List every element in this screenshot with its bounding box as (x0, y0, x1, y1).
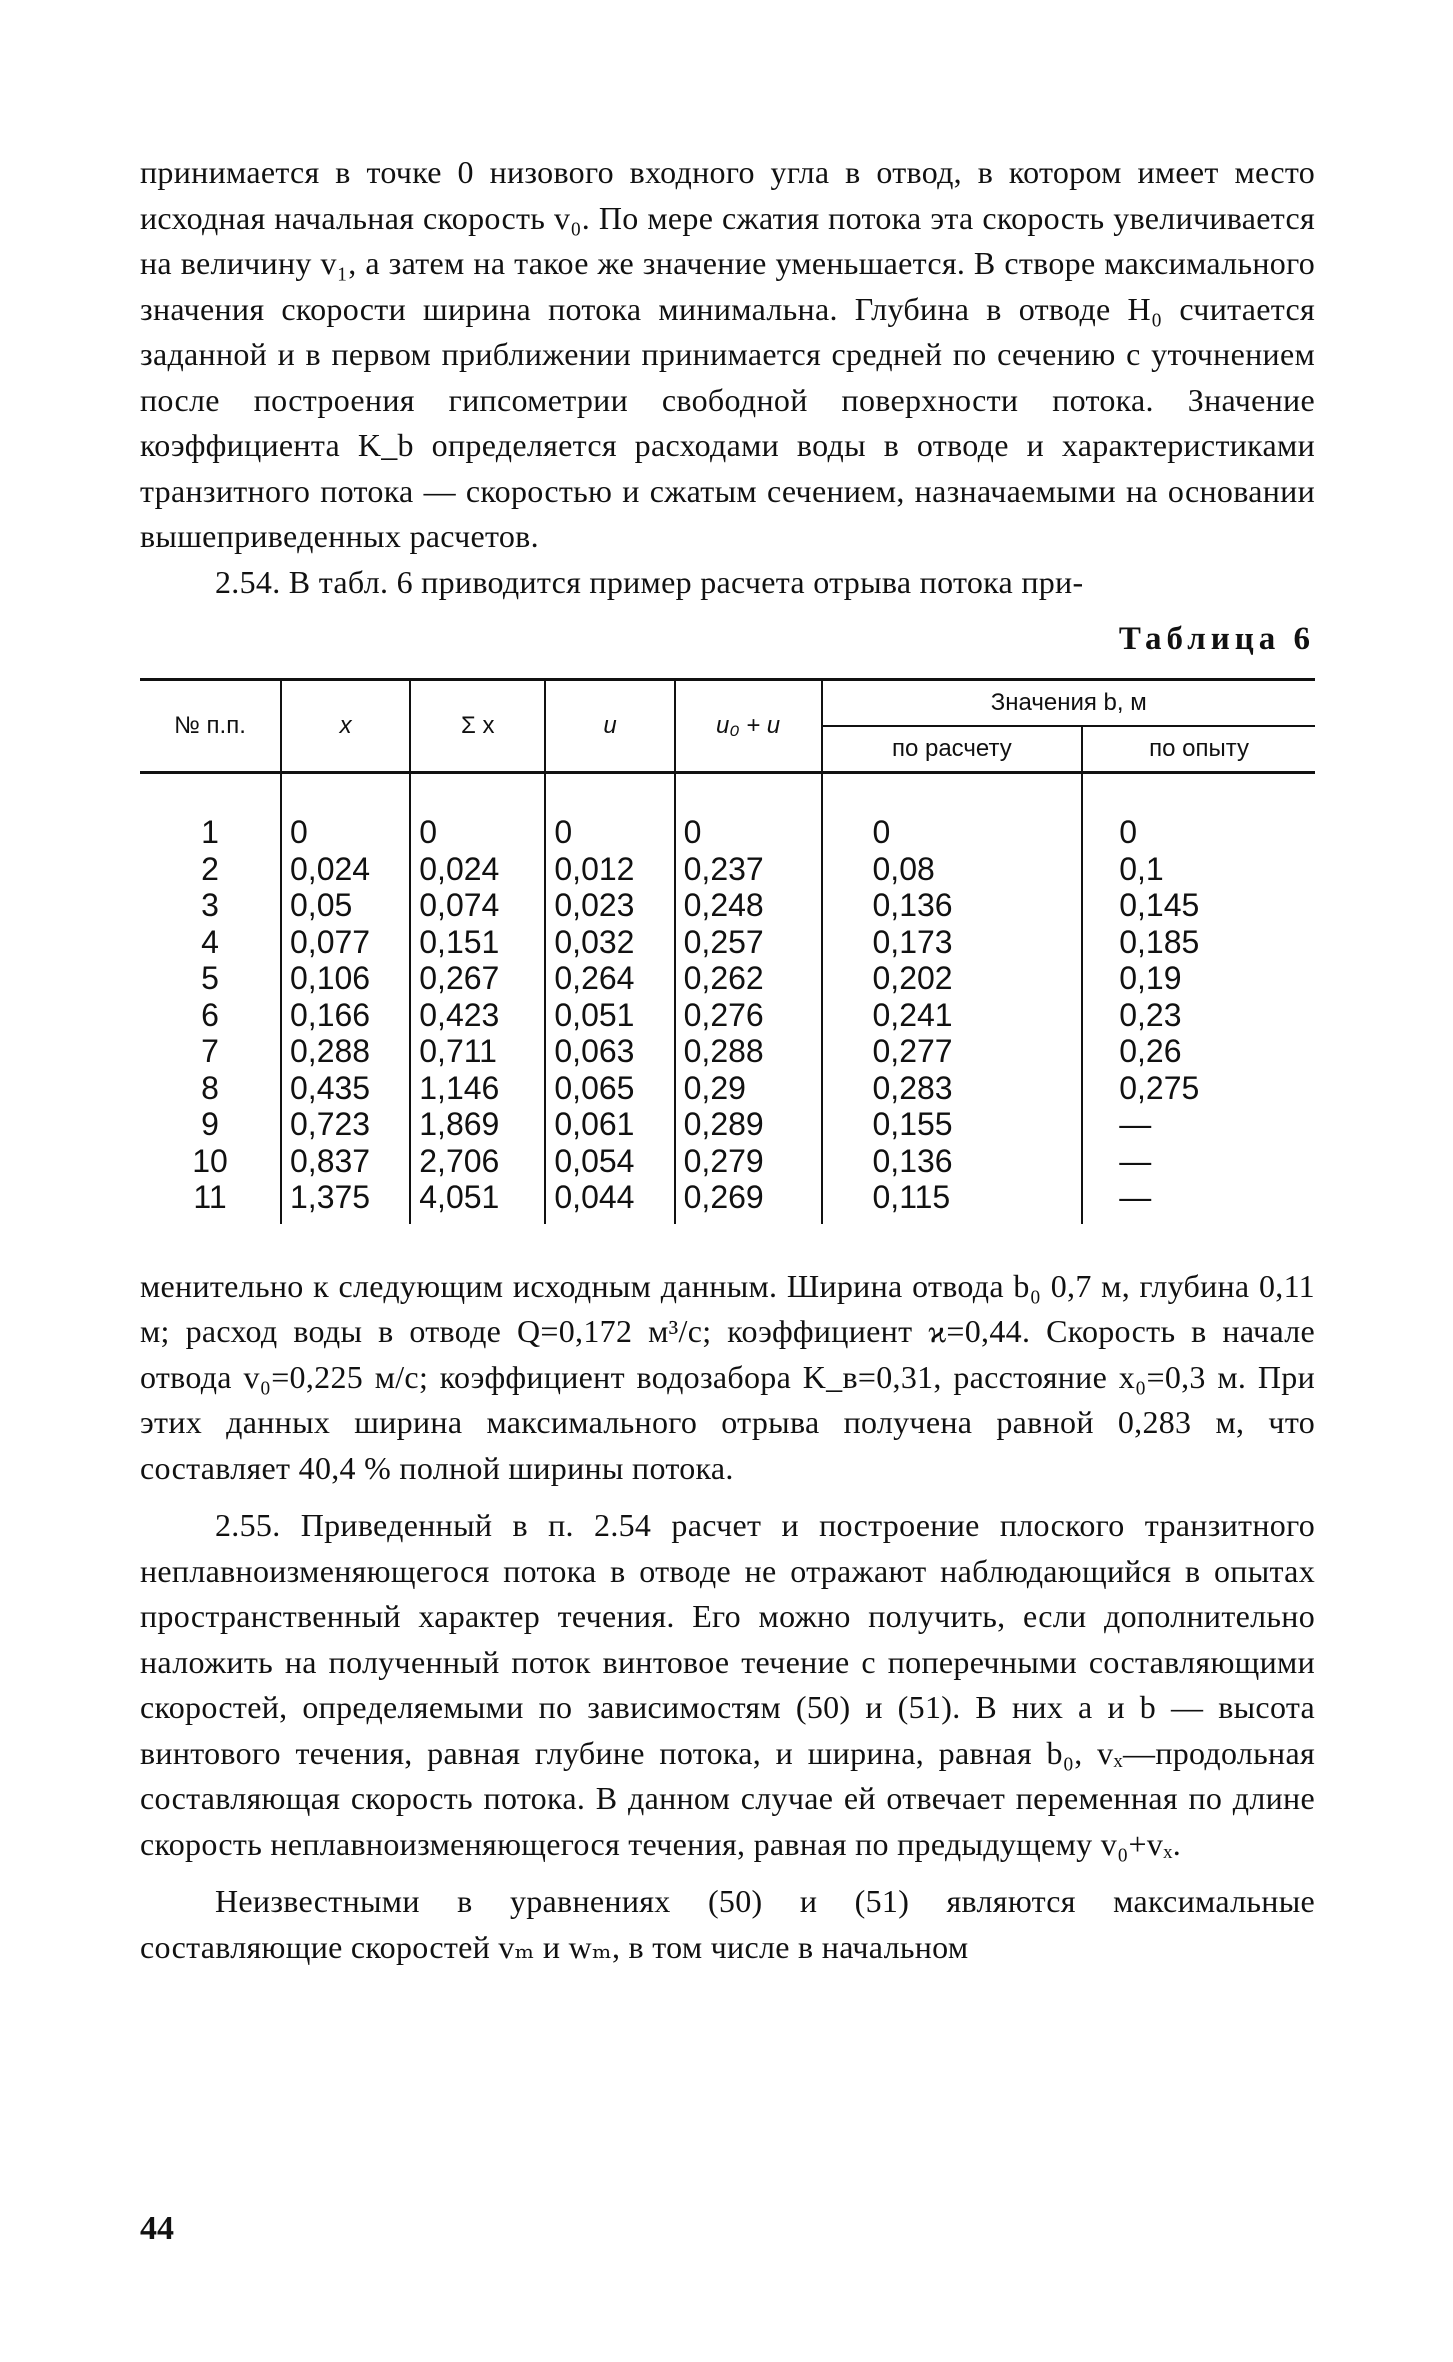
table-row (140, 773, 1315, 851)
table-cell: 1,869 (410, 1106, 545, 1143)
table-cell: 0,279 (675, 1143, 822, 1180)
table-cell: 0,115 (822, 1179, 1083, 1224)
table-row (140, 1033, 1315, 1070)
table-cell: 0,267 (410, 960, 545, 997)
data-table (140, 678, 1315, 1224)
table-cell: 0,1 (1082, 851, 1315, 888)
paragraph-2: 2.54. В табл. 6 приводится пример расчета отрыва потока при- (215, 563, 1084, 600)
table-cell: 0,151 (410, 924, 545, 961)
table-row (140, 887, 1315, 924)
table-cell: 10 (192, 1142, 228, 1179)
table-cell: 0,283 (822, 1070, 1083, 1107)
table-cell: 0,262 (675, 960, 822, 997)
table-cell: 2,706 (410, 1143, 545, 1180)
table-cell: 0 (545, 773, 674, 851)
table-row (140, 1070, 1315, 1107)
table-cell: 0,074 (410, 887, 545, 924)
table-cell: 0,288 (675, 1033, 822, 1070)
table-cell: 2 (201, 850, 219, 887)
table-cell: 0,837 (281, 1143, 410, 1180)
table-cell: 0,032 (545, 924, 674, 961)
table-cell: 11 (193, 1179, 227, 1215)
table-row (140, 997, 1315, 1034)
table-cell: 0,288 (281, 1033, 410, 1070)
table-cell: 0,012 (545, 851, 674, 888)
table-cell: 0,136 (822, 1143, 1083, 1180)
table-body (140, 773, 1315, 1224)
table-cell: 9 (201, 1106, 219, 1142)
table-cell: 0,145 (1082, 887, 1315, 924)
table-cell: 6 (201, 996, 219, 1033)
table-cell: 0 (822, 773, 1083, 851)
table-cell: 0,051 (545, 997, 674, 1034)
table-row (140, 1179, 1315, 1224)
page-body (140, 150, 1315, 1970)
table-cell: 0,423 (410, 997, 545, 1034)
table-cell: 5 (201, 960, 219, 996)
table-cell: 0 (410, 773, 545, 851)
table-cell: 0,241 (822, 997, 1083, 1034)
table-cell: 0,23 (1082, 997, 1315, 1034)
table-row (140, 1106, 1315, 1143)
table-cell: 3 (201, 887, 219, 923)
header-b-group: Значения b, м (822, 680, 1316, 727)
table-cell: 0,077 (281, 924, 410, 961)
page-number: 44 (140, 2210, 174, 2247)
paragraph-1: принимается в точке 0 низового входного угла в отвод, в котором имеет место исходная начальная скорость v₀. По мере сжатия потока эта скорость увеличивается на величину v₁, а затем на такое же значение уменьшается. В створе максимального значения скорости ширина потока минимальна. Глубина в отводе H₀ считается заданной и в первом приближении принимается средней по сечению с уточнением после построения гипсометрии свободной поверхности потока. Значение коэффициента K_b определяется расходами воды в отводе и характеристиками транзитного потока — скоростью и сжатым сечением, назначаемыми на основании вышеприведенных расчетов. (140, 154, 1315, 554)
table-cell: 0,19 (1082, 960, 1315, 997)
table-cell: 0,024 (281, 851, 410, 888)
table-cell: 0,155 (822, 1106, 1083, 1143)
table-cell: 0,26 (1082, 1033, 1315, 1070)
table-cell: 0,05 (281, 887, 410, 924)
table-cell: 0,276 (675, 997, 822, 1034)
table-cell: 0,024 (410, 851, 545, 888)
table-cell: 0,061 (545, 1106, 674, 1143)
table-cell: 0,711 (410, 1033, 545, 1070)
table-cell: 0 (675, 773, 822, 851)
table-cell: 1,375 (281, 1179, 410, 1224)
table-cell: 0,29 (675, 1070, 822, 1107)
table-cell: 0,435 (281, 1070, 410, 1107)
table-cell: 0,269 (675, 1179, 822, 1224)
table-cell: 0,023 (545, 887, 674, 924)
table-cell: 0 (1082, 773, 1315, 851)
table-cell: 0,08 (822, 851, 1083, 888)
table-cell: 0,202 (822, 960, 1083, 997)
paragraph-4: 2.55. Приведенный в п. 2.54 расчет и построение плоского транзитного неплавноизменяющегося потока в отводе не отражают наблюдающийся в опытах пространственный характер течения. Его можно получить, если дополнительно наложить на полученный поток винтовое течение с поперечными составляющими скоростей, определяемыми по зависимостям (50) и (51). В них a и b — высота винтового течения, равная глубине потока, и ширина, равная b₀, vₓ—продольная составляющая скорость потока. В данном случае ей отвечает переменная по длине скорость неплавноизменяющегося течения, равная по предыдущему v₀+vₓ. (140, 1507, 1315, 1862)
table-row (140, 1143, 1315, 1180)
table-cell: 0,054 (545, 1143, 674, 1180)
header-sum-x: Σ x (410, 680, 545, 773)
table-cell: 0,275 (1082, 1070, 1315, 1107)
header-u0-u: u₀ + u (675, 680, 822, 773)
header-u: u (545, 680, 674, 773)
table-cell: 0,264 (545, 960, 674, 997)
table-cell: 0 (281, 773, 410, 851)
header-num: № п.п. (174, 712, 246, 739)
paragraph-3: менительно к следующим исходным данным. Ширина отвода b₀ 0,7 м, глубина 0,11 м; расход воды в отводе Q=0,172 м³/с; коэффициент ϰ=0,44. Скорость в начале отвода v₀=0,225 м/с; коэффициент водозабора K_в=0,31, расстояние x₀=0,3 м. При этих данных ширина максимального отрыва получена равной 0,283 м, что составляет 40,4 % полной ширины потока. (140, 1267, 1315, 1486)
table-cell: 0,063 (545, 1033, 674, 1070)
table-cell: — (1082, 1179, 1315, 1224)
table-cell: 4,051 (410, 1179, 545, 1224)
table-caption: Таблица 6 (1118, 621, 1315, 657)
table-cell: — (1082, 1106, 1315, 1143)
table-cell: 0,166 (281, 997, 410, 1034)
table-cell: 0,257 (675, 924, 822, 961)
table-cell: 0,173 (822, 924, 1083, 961)
table-cell: 0,237 (675, 851, 822, 888)
table-cell: 8 (201, 1069, 219, 1106)
table-cell: 0,044 (545, 1179, 674, 1224)
table-cell: 0,248 (675, 887, 822, 924)
table-cell: 0,136 (822, 887, 1083, 924)
table-cell: 1 (201, 814, 219, 850)
table-cell: 0,289 (675, 1106, 822, 1143)
table-cell: — (1082, 1143, 1315, 1180)
table-cell: 0,277 (822, 1033, 1083, 1070)
table-row (140, 851, 1315, 888)
table-row (140, 960, 1315, 997)
table-cell: 4 (201, 923, 219, 960)
header-b-calc: по расчету (822, 726, 1083, 773)
table-cell: 7 (201, 1033, 219, 1069)
header-x: x (281, 680, 410, 773)
table-cell: 0,106 (281, 960, 410, 997)
table-cell: 0,723 (281, 1106, 410, 1143)
table-cell: 0,185 (1082, 924, 1315, 961)
header-b-exp: по опыту (1082, 726, 1315, 773)
table-cell: 0,065 (545, 1070, 674, 1107)
table-row (140, 924, 1315, 961)
paragraph-5: Неизвестными в уравнениях (50) и (51) являются максимальные составляющие скоростей vₘ и wₘ, в том числе в начальном (140, 1883, 1315, 1965)
table-cell: 1,146 (410, 1070, 545, 1107)
